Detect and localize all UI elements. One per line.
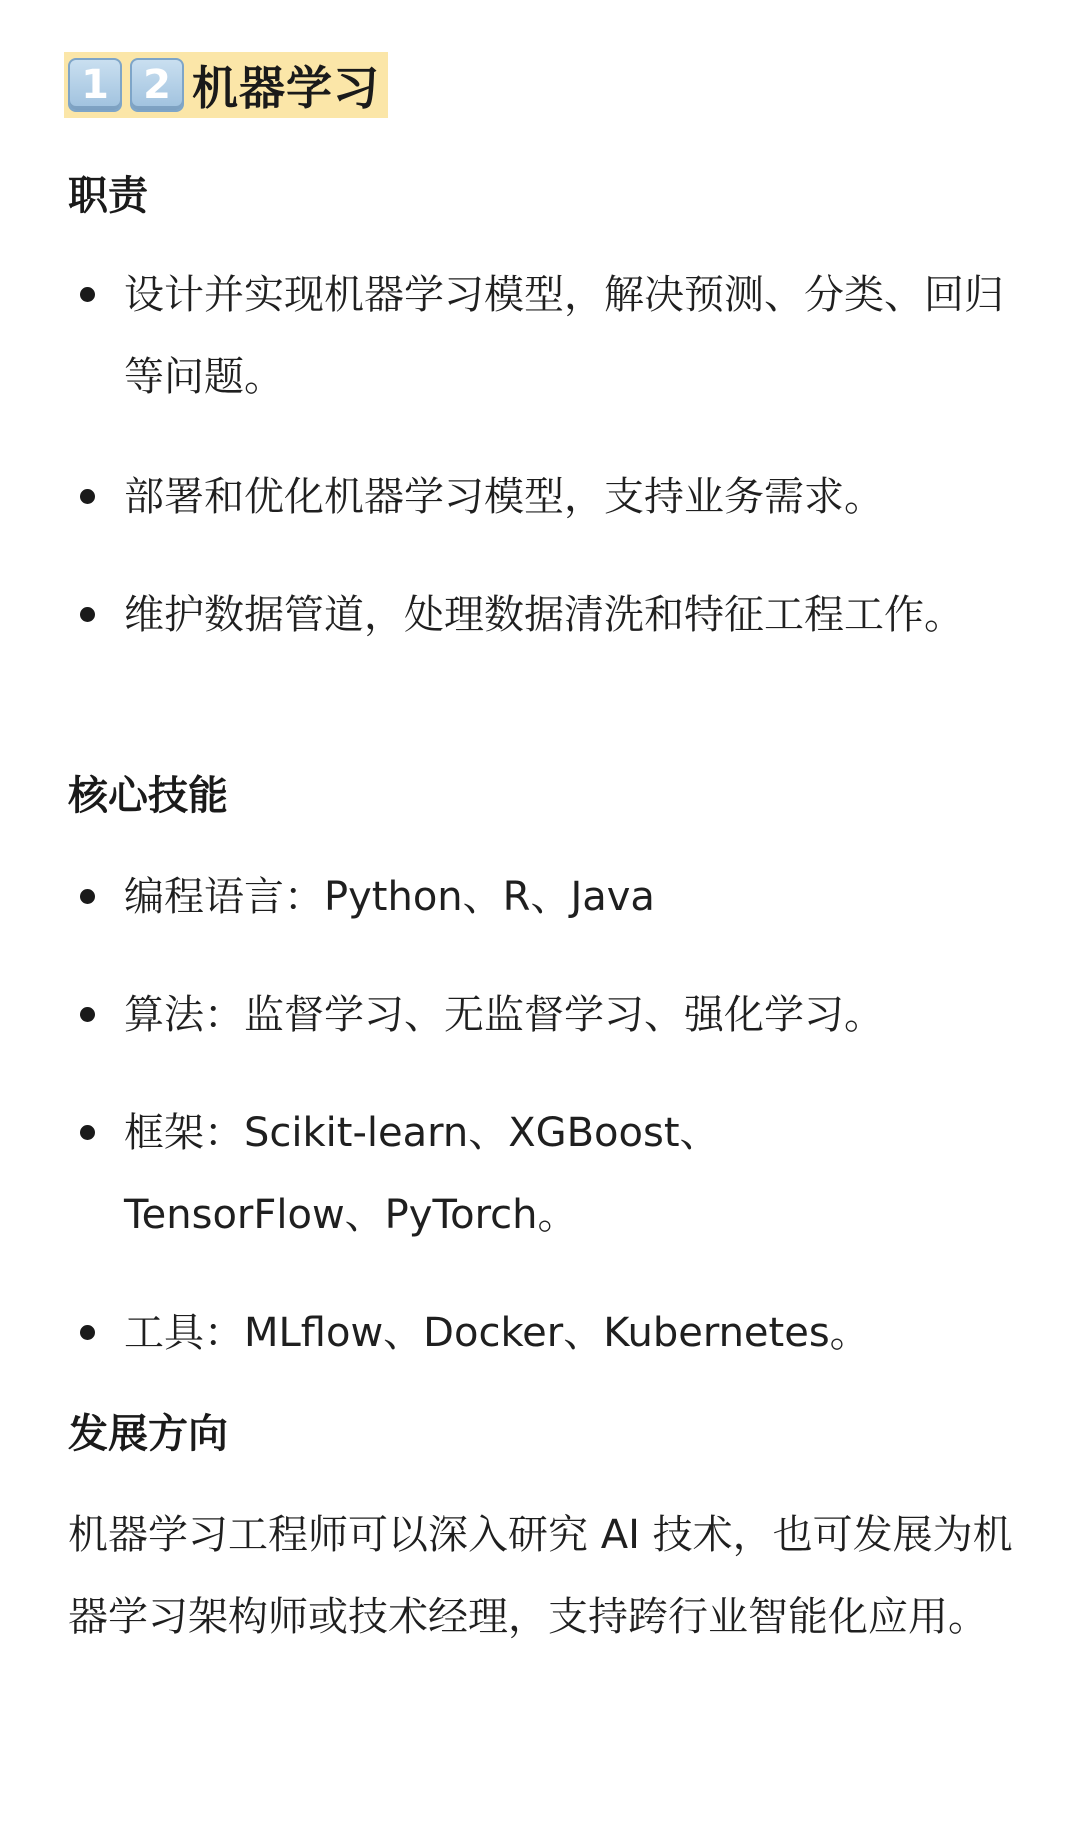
skill-text: 算法：监督学习、无监督学习、强化学习。 xyxy=(124,992,884,1038)
skills-list xyxy=(68,856,1028,1374)
list-item xyxy=(68,1092,1028,1256)
career-paragraph: 机器学习工程师可以深入研究 AI 技术，也可发展为机器学习架构师或技术经理，支持跨行业智能化应用。 xyxy=(68,1512,1013,1640)
duty-text: 设计并实现机器学习模型，解决预测、分类、回归等问题。 xyxy=(124,272,1004,400)
list-item xyxy=(68,1292,1028,1374)
bullet-dot-icon xyxy=(80,889,95,904)
bullet-dot-icon xyxy=(80,1007,95,1022)
bullet-dot-icon xyxy=(80,607,95,622)
list-item xyxy=(68,254,1028,418)
article-content xyxy=(68,52,1028,1658)
duty-text: 维护数据管道，处理数据清洗和特征工程工作。 xyxy=(124,592,964,638)
page-title: 机器学习 xyxy=(192,61,380,115)
bullet-dot-icon xyxy=(80,287,95,302)
bullet-dot-icon xyxy=(80,489,95,504)
list-item xyxy=(68,456,1028,538)
skill-text: 工具：MLflow、Docker、Kubernetes。 xyxy=(124,1310,870,1356)
career-heading: 发展方向 xyxy=(68,1411,228,1457)
list-item xyxy=(68,856,1028,938)
skill-text: 编程语言：Python、R、Java xyxy=(124,874,655,920)
keycap-one-icon: 1 xyxy=(68,58,122,112)
duty-text: 部署和优化机器学习模型，支持业务需求。 xyxy=(124,474,884,520)
skills-heading: 核心技能 xyxy=(68,773,228,819)
bullet-dot-icon xyxy=(80,1325,95,1340)
keycap-two-icon: 2 xyxy=(130,58,184,112)
list-item xyxy=(68,574,1028,738)
section-heading xyxy=(64,52,388,118)
list-item xyxy=(68,974,1028,1056)
bullet-dot-icon xyxy=(80,1125,95,1140)
skill-text: 框架：Scikit-learn、XGBoost、TensorFlow、PyTorch。 xyxy=(124,1110,720,1238)
duties-list xyxy=(68,254,1028,738)
duties-heading: 职责 xyxy=(68,173,148,219)
